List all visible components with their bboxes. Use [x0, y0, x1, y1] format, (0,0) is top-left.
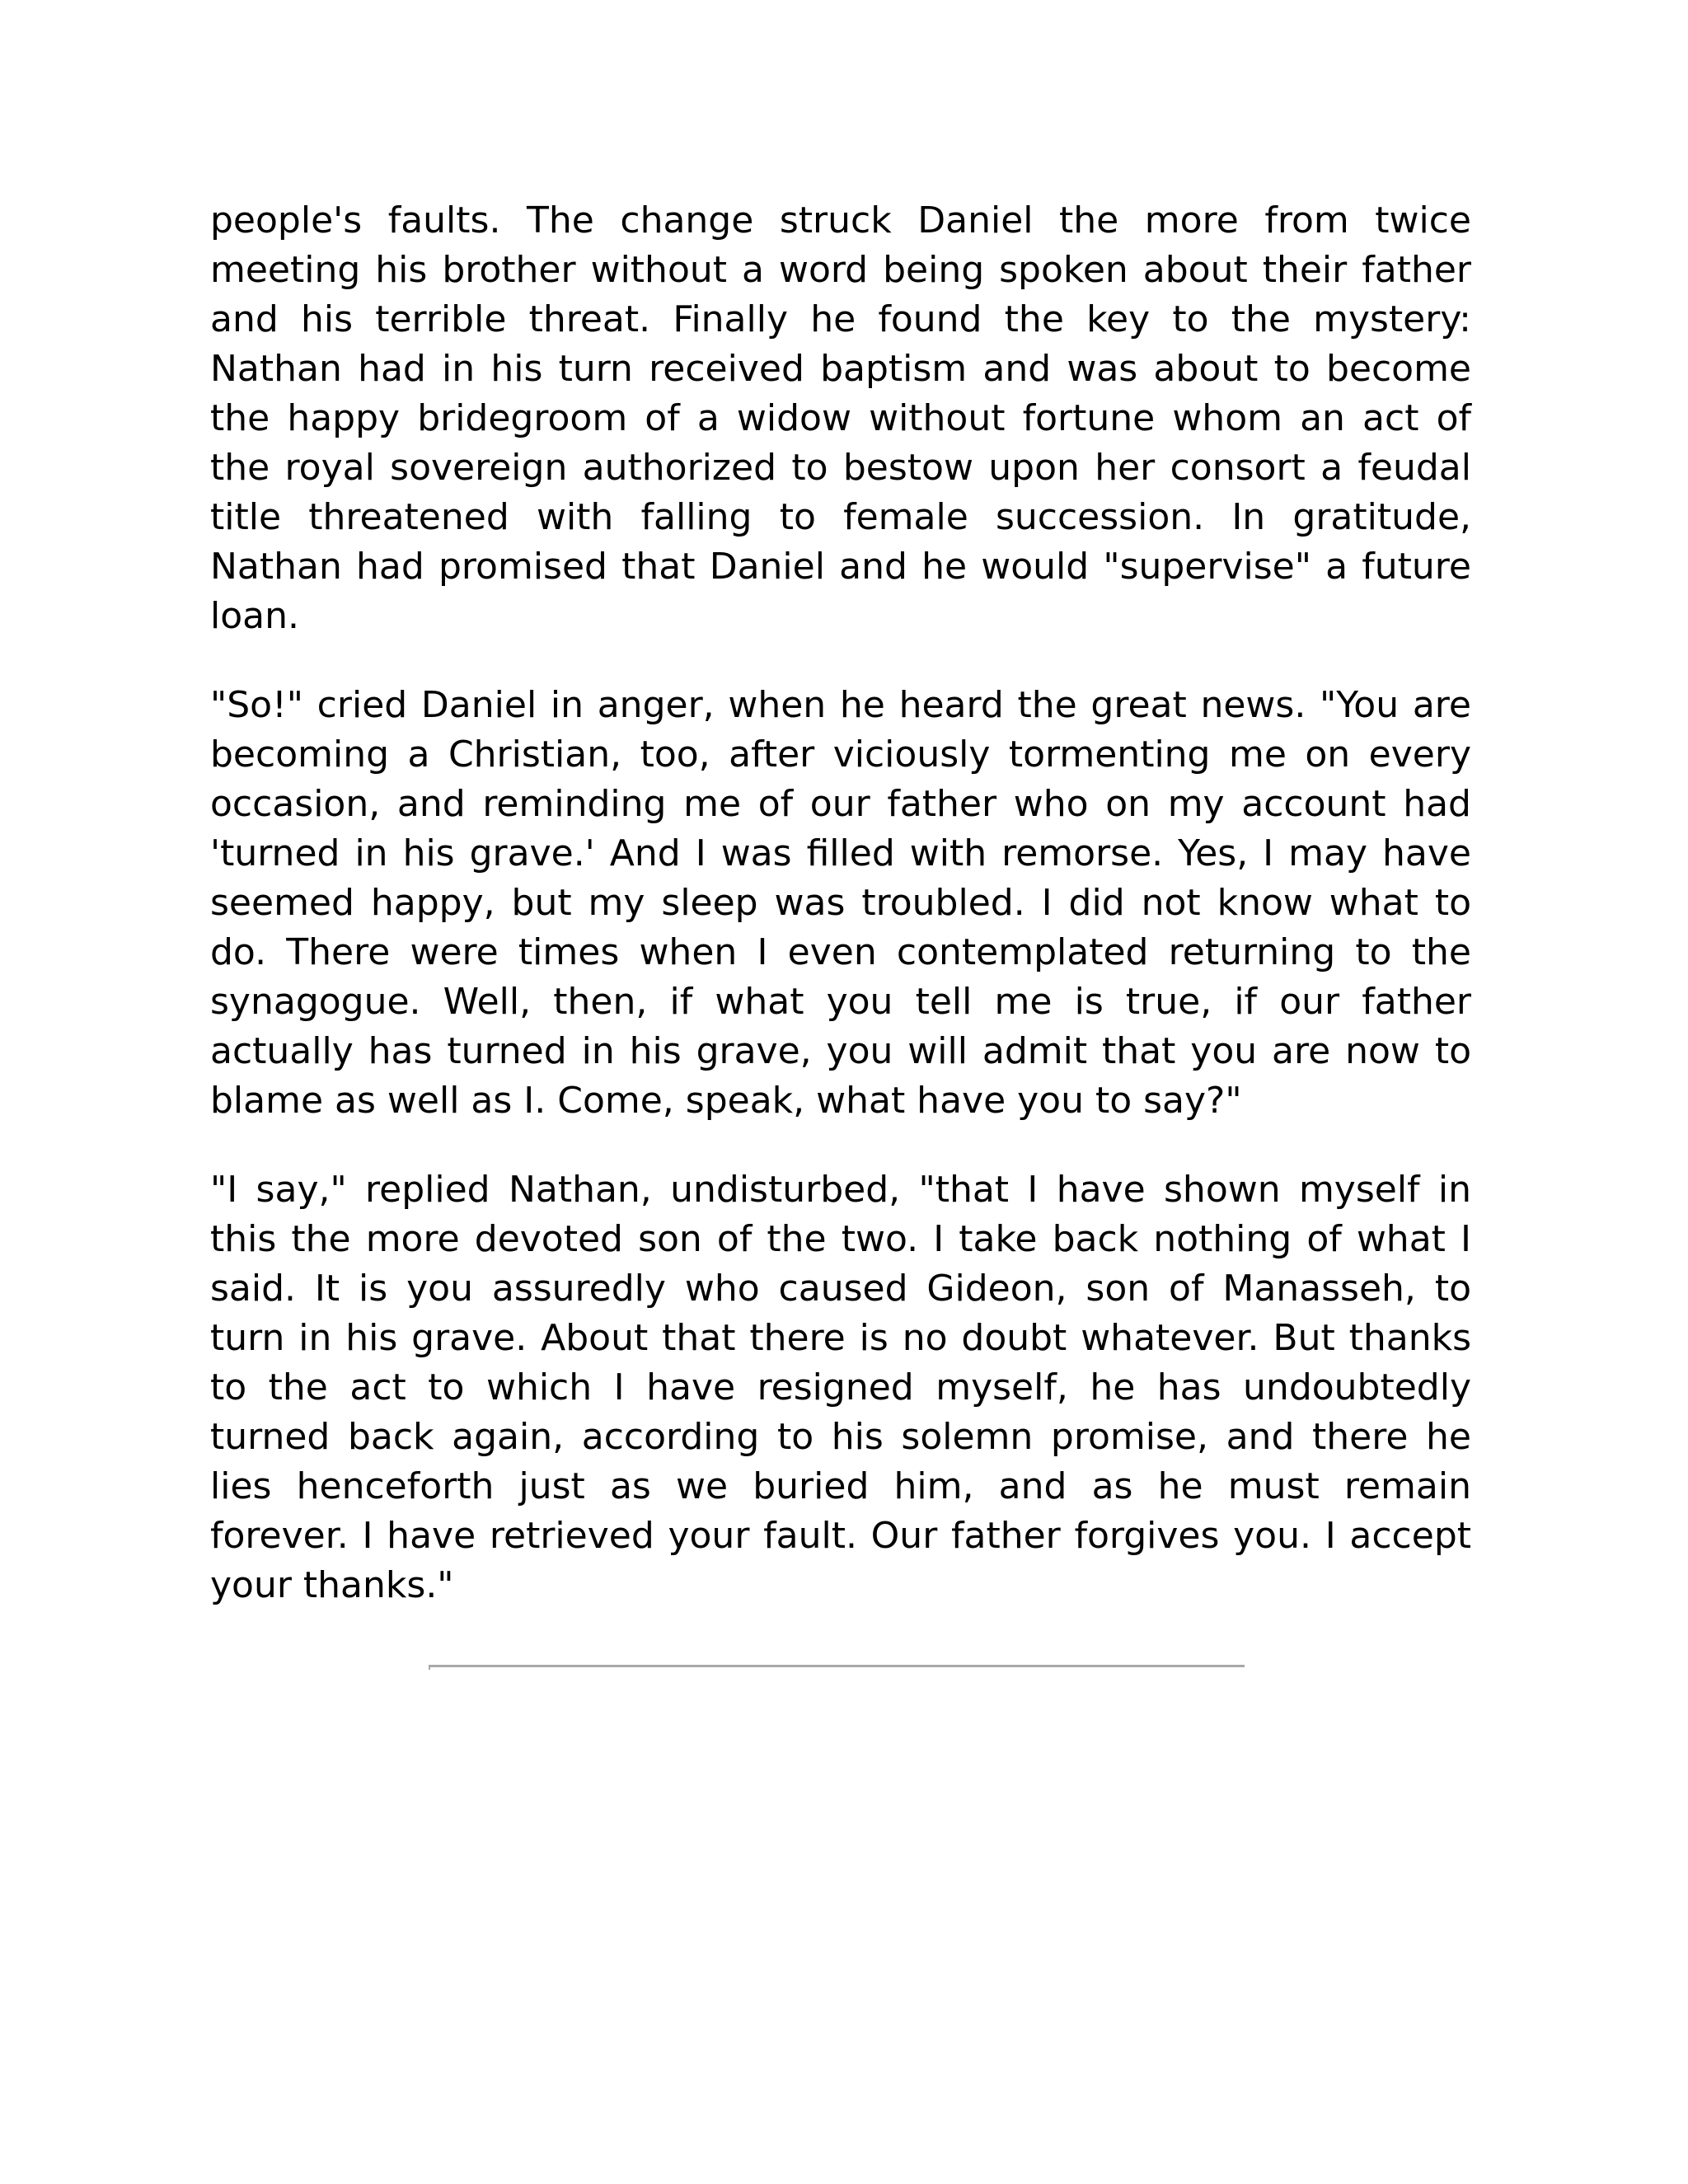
- paragraph-3: "I say," replied Nathan, undisturbed, "that I have shown myself in this the more devoted son of the two. I take back nothing of what I said. It is you assuredly who caused Gideon, son of Manasseh, to turn in his grave. About that there is no doubt whatever. But thanks to the act to which I have resigned myself, he has undoubtedly turned back again, according to his solemn promise, and there he lies henceforth just as we buried him, and as he must remain forever. I have retrieved your fault. Our father forgives you. I accept your thanks.": [210, 1169, 1471, 1606]
- section-divider: [429, 1665, 1245, 1670]
- document-body: [210, 196, 1471, 1610]
- paragraph-2: "So!" cried Daniel in anger, when he heard the great news. "You are becoming a Christian, too, after viciously tormenting me on every occasion, and reminding me of our father who on my account had 'turned in his grave.' And I was filled with remorse. Yes, I may have seemed happy, but my sleep was troubled. I did not know what to do. There were times when I even contemplated returning to the synagogue. Well, then, if what you tell me is true, if our father actually has turned in his grave, you will admit that you are now to blame as well as I. Come, speak, what have you to say?": [210, 684, 1471, 1122]
- paragraph-1: people's faults. The change struck Daniel the more from twice meeting his brother without a word being spoken about their father and his terrible threat. Finally he found the key to the mystery: Nathan had in his turn received baptism and was about to become the happy bridegroom of a widow without fortune whom an act of the royal sovereign authorized to bestow upon her consort a feudal title threatened with falling to female succession. In gratitude, Nathan had promised that Daniel and he would "supervise" a future loan.: [210, 199, 1471, 637]
